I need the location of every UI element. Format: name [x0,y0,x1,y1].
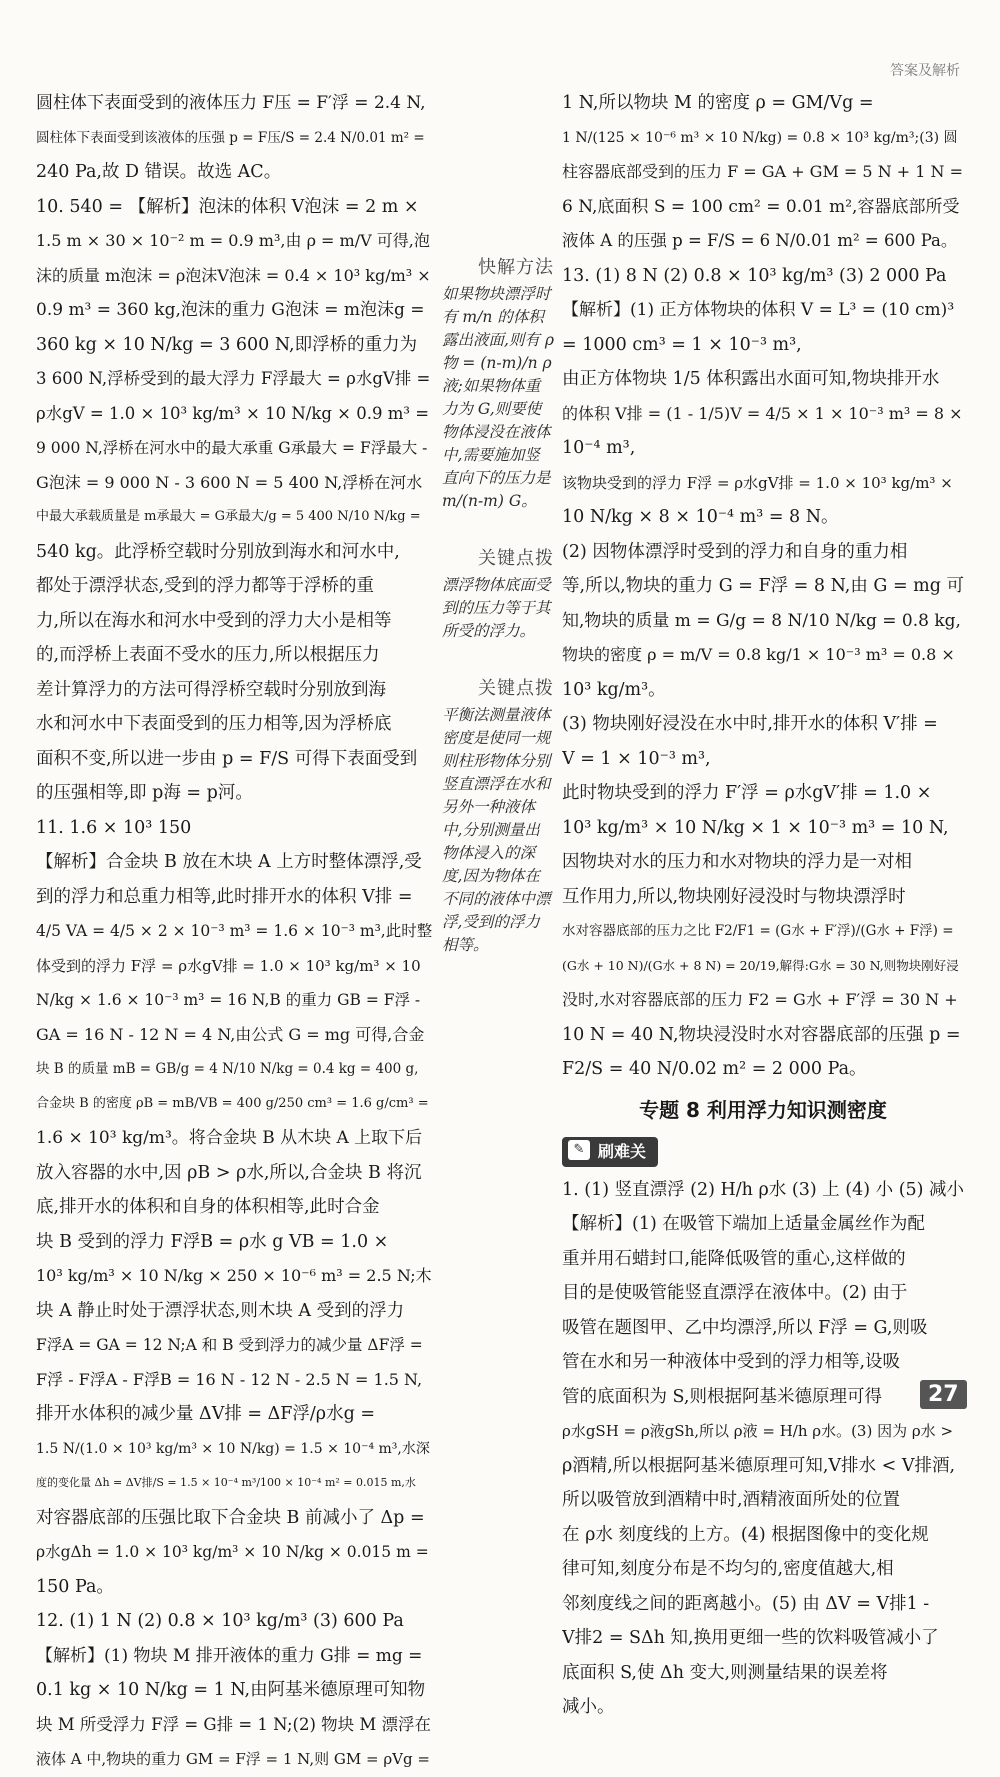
text-line: GA = 16 N - 12 N = 4 N,由公式 G = mg 可得,合金 [36,1024,425,1044]
text-line: 10³ kg/m³ × 10 N/kg × 250 × 10⁻⁶ m³ = 2.5 N;木 [36,1266,432,1285]
text-line: 排开水体积的减少量 ΔV排 = ΔF浮/ρ水g = [36,1404,376,1424]
text-line: 没时,水对容器底部的压力 F2 = G水 + F′浮 = 30 N + [562,990,958,1009]
text-line: 【解析】(1) 物块 M 排开液体的重力 G排 = mg = [36,1645,423,1666]
text-line: ρ水gSH = ρ液gSh,所以 ρ液 = H/h ρ水。(3) 因为 ρ水 > [562,1422,954,1440]
margin-tip-title: 关键点拨 [478,548,554,569]
text-line: 差计算浮力的方法可得浮桥空载时分别放到海 [36,679,386,700]
margin-tip [442,256,554,513]
text-line: 放入容器的水中,因 ρB > ρ水,所以,合金块 B 将沉 [36,1162,422,1183]
text-line: F2/S = 40 N/0.02 m² = 2 000 Pa。 [562,1059,867,1079]
text-line: 4/5 VA = 4/5 × 2 × 10⁻³ m³ = 1.6 × 10⁻³ m³,此时整 [36,922,432,940]
text-line: 因物块对水的压力和水对物块的浮力是一对相 [562,852,912,872]
text-line: 0.1 kg × 10 N/kg = 1 N,由阿基米德原理可知物 [36,1680,426,1700]
text-line: 律可知,刻度分布是不均匀的,密度值越大,相 [562,1559,894,1579]
margin-tip-title: 快解方法 [478,257,554,278]
section-badge-row [562,1135,964,1173]
text-line: 力,所以在海水和河水中受到的浮力大小是相等 [36,610,392,631]
text-line: 10. 540 = 【解析】泡沫的体积 V泡沫 = 2 m × [36,196,419,217]
margin-tip-body: 如果物块漂浮时有 m/n 的体积露出液面,则有 ρ物 = (n-m)/n ρ液;如果物体重力为 G,则要使物体浸没在液体中,需要施加竖直向下的压力是 m/(n-m) G。 [442,285,554,510]
text-line: 底面积 S,使 Δh 变大,则测量结果的误差将 [562,1662,888,1683]
margin-tip-title: 关键点拨 [478,678,554,699]
text-line: 合金块 B 的密度 ρB = mB/VB = 400 g/250 cm³ = 1.6 g/cm³ = [36,1095,429,1111]
text-line: 互作用力,所以,物块刚好浸没时与物块漂浮时 [562,886,906,907]
text-line: 10 N = 40 N,物块浸没时水对容器底部的压强 p = [562,1024,961,1045]
text-line: 的体积 V排 = (1 - 1/5)V = 4/5 × 1 × 10⁻³ m³ = 8 × [562,403,963,423]
text-line: 水和河水中下表面受到的压力相等,因为浮桥底 [36,714,392,734]
margin-tip [442,677,554,957]
text-line: 重并用石蜡封口,能降低吸管的重心,这样做的 [562,1248,906,1269]
text-line: 块 B 的质量 mB = GB/g = 4 N/10 N/kg = 0.4 kg = 400 g, [36,1061,419,1077]
right-column-bottom [562,1173,964,1725]
text-line: 液体 A 中,物块的重力 GM = F浮 = 1 N,则 GM = ρVg = [36,1750,430,1768]
text-line: 等,所以,物块的重力 G = F浮 = 8 N,由 G = mg 可 [562,576,964,596]
text-line: 柱容器底部受到的压力 F = GA + GM = 5 N + 1 N = [562,162,964,181]
text-line: 【解析】(1) 正方体物块的体积 V = L³ = (10 cm)³ [562,300,955,320]
text-line: = 1000 cm³ = 1 × 10⁻³ m³, [562,334,802,355]
text-line: 3 600 N,浮桥受到的最大浮力 F浮最大 = ρ水gV排 = [36,369,431,388]
text-line: 10⁻⁴ m³, [562,438,636,458]
text-line: 该物块受到的浮力 F浮 = ρ水gV排 = 1.0 × 10³ kg/m³ × [562,473,953,492]
text-line: 块 A 静止时处于漂浮状态,则木块 A 受到的浮力 [36,1300,405,1321]
text-line: 1.6 × 10³ kg/m³。将合金块 B 从木块 A 上取下后 [36,1128,423,1148]
text-line: 圆柱体下表面受到该液体的压强 p = F压/S = 2.4 N/0.01 m² = [36,129,425,146]
text-line: 水对容器底部的压力之比 F2/F1 = (G水 + F′浮)/(G水 + F浮) = [562,923,954,939]
text-line: 由正方体物块 1/5 体积露出水面可知,物块排开水 [562,369,940,389]
text-line: 块 B 受到的浮力 F浮B = ρ水 g VB = 1.0 × [36,1231,389,1252]
text-line: 底,排开水的体积和自身的体积相等,此时合金 [36,1197,380,1217]
right-column [562,86,964,1725]
text-line: 邻刻度线之间的距离越小。(5) 由 ΔV = V排1 - [562,1593,930,1614]
text-line: 1.5 m × 30 × 10⁻² m = 0.9 m³,由 ρ = m/V 可得,泡 [36,231,430,250]
text-line: 沫的质量 m泡沫 = ρ泡沫V泡沫 = 0.4 × 10³ kg/m³ × [36,265,431,285]
page-number: 27 [920,1380,967,1409]
margin-tip [442,547,554,643]
text-line: V排2 = SΔh 知,换用更细一些的饮料吸管减小了 [562,1628,939,1648]
text-line: 9 000 N,浮桥在河水中的最大承重 G承最大 = F浮最大 - [36,439,428,457]
text-line: ρ水gΔh = 1.0 × 10³ kg/m³ × 10 N/kg × 0.015 m = [36,1543,429,1561]
text-line: 圆柱体下表面受到的液体压力 F压 = F′浮 = 2.4 N, [36,93,426,113]
text-line: 13. (1) 8 N (2) 0.8 × 10³ kg/m³ (3) 2 000 Pa [562,265,947,286]
running-header: 答案及解析 [890,63,960,79]
text-line: 面积不变,所以进一步由 p = F/S 可得下表面受到 [36,748,418,769]
text-line: 知,物块的质量 m = G/g = 8 N/10 N/kg = 0.8 kg, [562,610,961,631]
text-line: 在 ρ水 刻度线的上方。(4) 根据图像中的变化规 [562,1524,929,1545]
text-line: 到的浮力和总重力相等,此时排开水的体积 V排 = [36,886,413,907]
text-line: N/kg × 1.6 × 10⁻³ m³ = 16 N,B 的重力 GB = F浮 - [36,991,421,1009]
text-line: 块 M 所受浮力 F浮 = G排 = 1 N;(2) 物块 M 漂浮在 [36,1714,432,1734]
text-line: 此时物块受到的浮力 F′浮 = ρ水gV′排 = 1.0 × [562,783,932,803]
text-line: (2) 因物体漂浮时受到的浮力和自身的重力相 [562,541,908,562]
text-line: ρ水gV = 1.0 × 10³ kg/m³ × 10 N/kg × 0.9 m³ = [36,403,430,423]
text-line: 1. (1) 竖直漂浮 (2) H/h ρ水 (3) 上 (4) 小 (5) 减小 [562,1179,964,1200]
left-column [36,86,432,1777]
text-line: 【解析】(1) 在吸管下端加上适量金属丝作为配 [562,1214,925,1234]
text-line: 目的是使吸管能竖直漂浮在液体中。(2) 由于 [562,1283,908,1303]
text-line: 中最大承载质量是 m承最大 = G承最大/g = 5 400 N/10 N/kg = [36,509,421,524]
margin-tip-body: 漂浮物体底面受到的压力等于其所受的浮力。 [442,576,551,640]
text-line: 1 N/(125 × 10⁻⁶ m³ × 10 N/kg) = 0.8 × 10³ kg/m³;(3) 圆 [562,129,958,146]
text-line: 液体 A 的压强 p = F/S = 6 N/0.01 m² = 600 Pa。 [562,231,958,250]
text-line: 吸管在题图甲、乙中均漂浮,所以 F浮 = G,则吸 [562,1317,928,1338]
text-line: 10³ kg/m³ × 10 N/kg × 1 × 10⁻³ m³ = 10 N, [562,817,949,838]
text-line: 减小。 [562,1697,615,1717]
text-line: 1 N,所以物块 M 的密度 ρ = GM/Vg = [562,93,874,113]
text-line: 10³ kg/m³。 [562,679,666,700]
section-badge [562,1137,658,1167]
text-line: F浮A = GA = 12 N;A 和 B 受到浮力的减少量 ΔF浮 = [36,1336,423,1354]
text-line: 物块的密度 ρ = m/V = 0.8 kg/1 × 10⁻³ m³ = 0.8 × [562,645,955,664]
text-line: 管在水和另一种液体中受到的浮力相等,设吸 [562,1352,901,1372]
margin-tips-column [442,256,554,991]
text-line: 240 Pa,故 D 错误。故选 AC。 [36,162,282,182]
text-line: G泡沫 = 9 000 N - 3 600 N = 5 400 N,浮桥在河水 [36,472,423,492]
text-line: 度的变化量 Δh = ΔV排/S = 1.5 × 10⁻⁴ m³/100 × 10⁻⁴ m² = 0.015 m,水 [36,1476,416,1489]
section-badge-label: 刷难关 [598,1141,647,1161]
text-line: 150 Pa。 [36,1576,114,1597]
text-line: (G水 + 10 N)/(G水 + 8 N) = 20/19,解得:G水 = 30 N,则物块刚好浸 [562,957,959,973]
text-line: 11. 1.6 × 10³ 150 [36,817,192,838]
text-line: 的压强相等,即 p海 = p河。 [36,783,253,803]
text-line: 【解析】合金块 B 放在木块 A 上方时整体漂浮,受 [36,852,422,872]
section-title: 专题 8 利用浮力知识测密度 [639,1097,887,1122]
right-column-top [562,86,964,1087]
text-line: ρ酒精,所以根据阿基米德原理可知,V排水 < V排酒, [562,1455,956,1476]
text-line: 1.5 N/(1.0 × 10³ kg/m³ × 10 N/kg) = 1.5 × 10⁻⁴ m³,水深 [36,1440,430,1457]
text-line: 10 N/kg × 8 × 10⁻⁴ m³ = 8 N。 [562,507,839,527]
text-line: 6 N,底面积 S = 100 cm² = 0.01 m²,容器底部所受 [562,196,960,217]
text-line: 540 kg。此浮桥空载时分别放到海水和河水中, [36,541,400,562]
text-line: 0.9 m³ = 360 kg,泡沫的重力 G泡沫 = m泡沫g = [36,300,425,320]
text-line: F浮 - F浮A - F浮B = 16 N - 12 N - 2.5 N = 1.5 N, [36,1369,423,1389]
text-line: 都处于漂浮状态,受到的浮力都等于浮桥的重 [36,576,375,596]
text-line: 体受到的浮力 F浮 = ρ水gV排 = 1.0 × 10³ kg/m³ × 10 [36,956,421,975]
text-line: 对容器底部的压强比取下合金块 B 前减小了 Δp = [36,1507,425,1528]
text-line: 360 kg × 10 N/kg = 3 600 N,即浮桥的重力为 [36,334,418,355]
text-line: V = 1 × 10⁻³ m³, [562,748,711,769]
text-line: 管的底面积为 S,则根据阿基米德原理可得 [562,1386,882,1407]
book-icon: ✎ [568,1140,590,1160]
text-line: (3) 物块刚好浸没在水中时,排开水的体积 V′排 = [562,714,938,734]
margin-tip-body: 平衡法测量液体密度是使同一规则柱形物体分别竖直漂浮在水和另外一种液体中,分别测量出物体浸入的深度,因为物体在不同的液体中漂浮,受到的浮力相等。 [442,706,551,954]
text-line: 的,而浮桥上表面不受水的压力,所以根据压力 [36,645,380,665]
text-line: 所以吸管放到酒精中时,酒精液面所处的位置 [562,1490,901,1510]
text-line: 12. (1) 1 N (2) 0.8 × 10³ kg/m³ (3) 600 Pa [36,1611,404,1631]
